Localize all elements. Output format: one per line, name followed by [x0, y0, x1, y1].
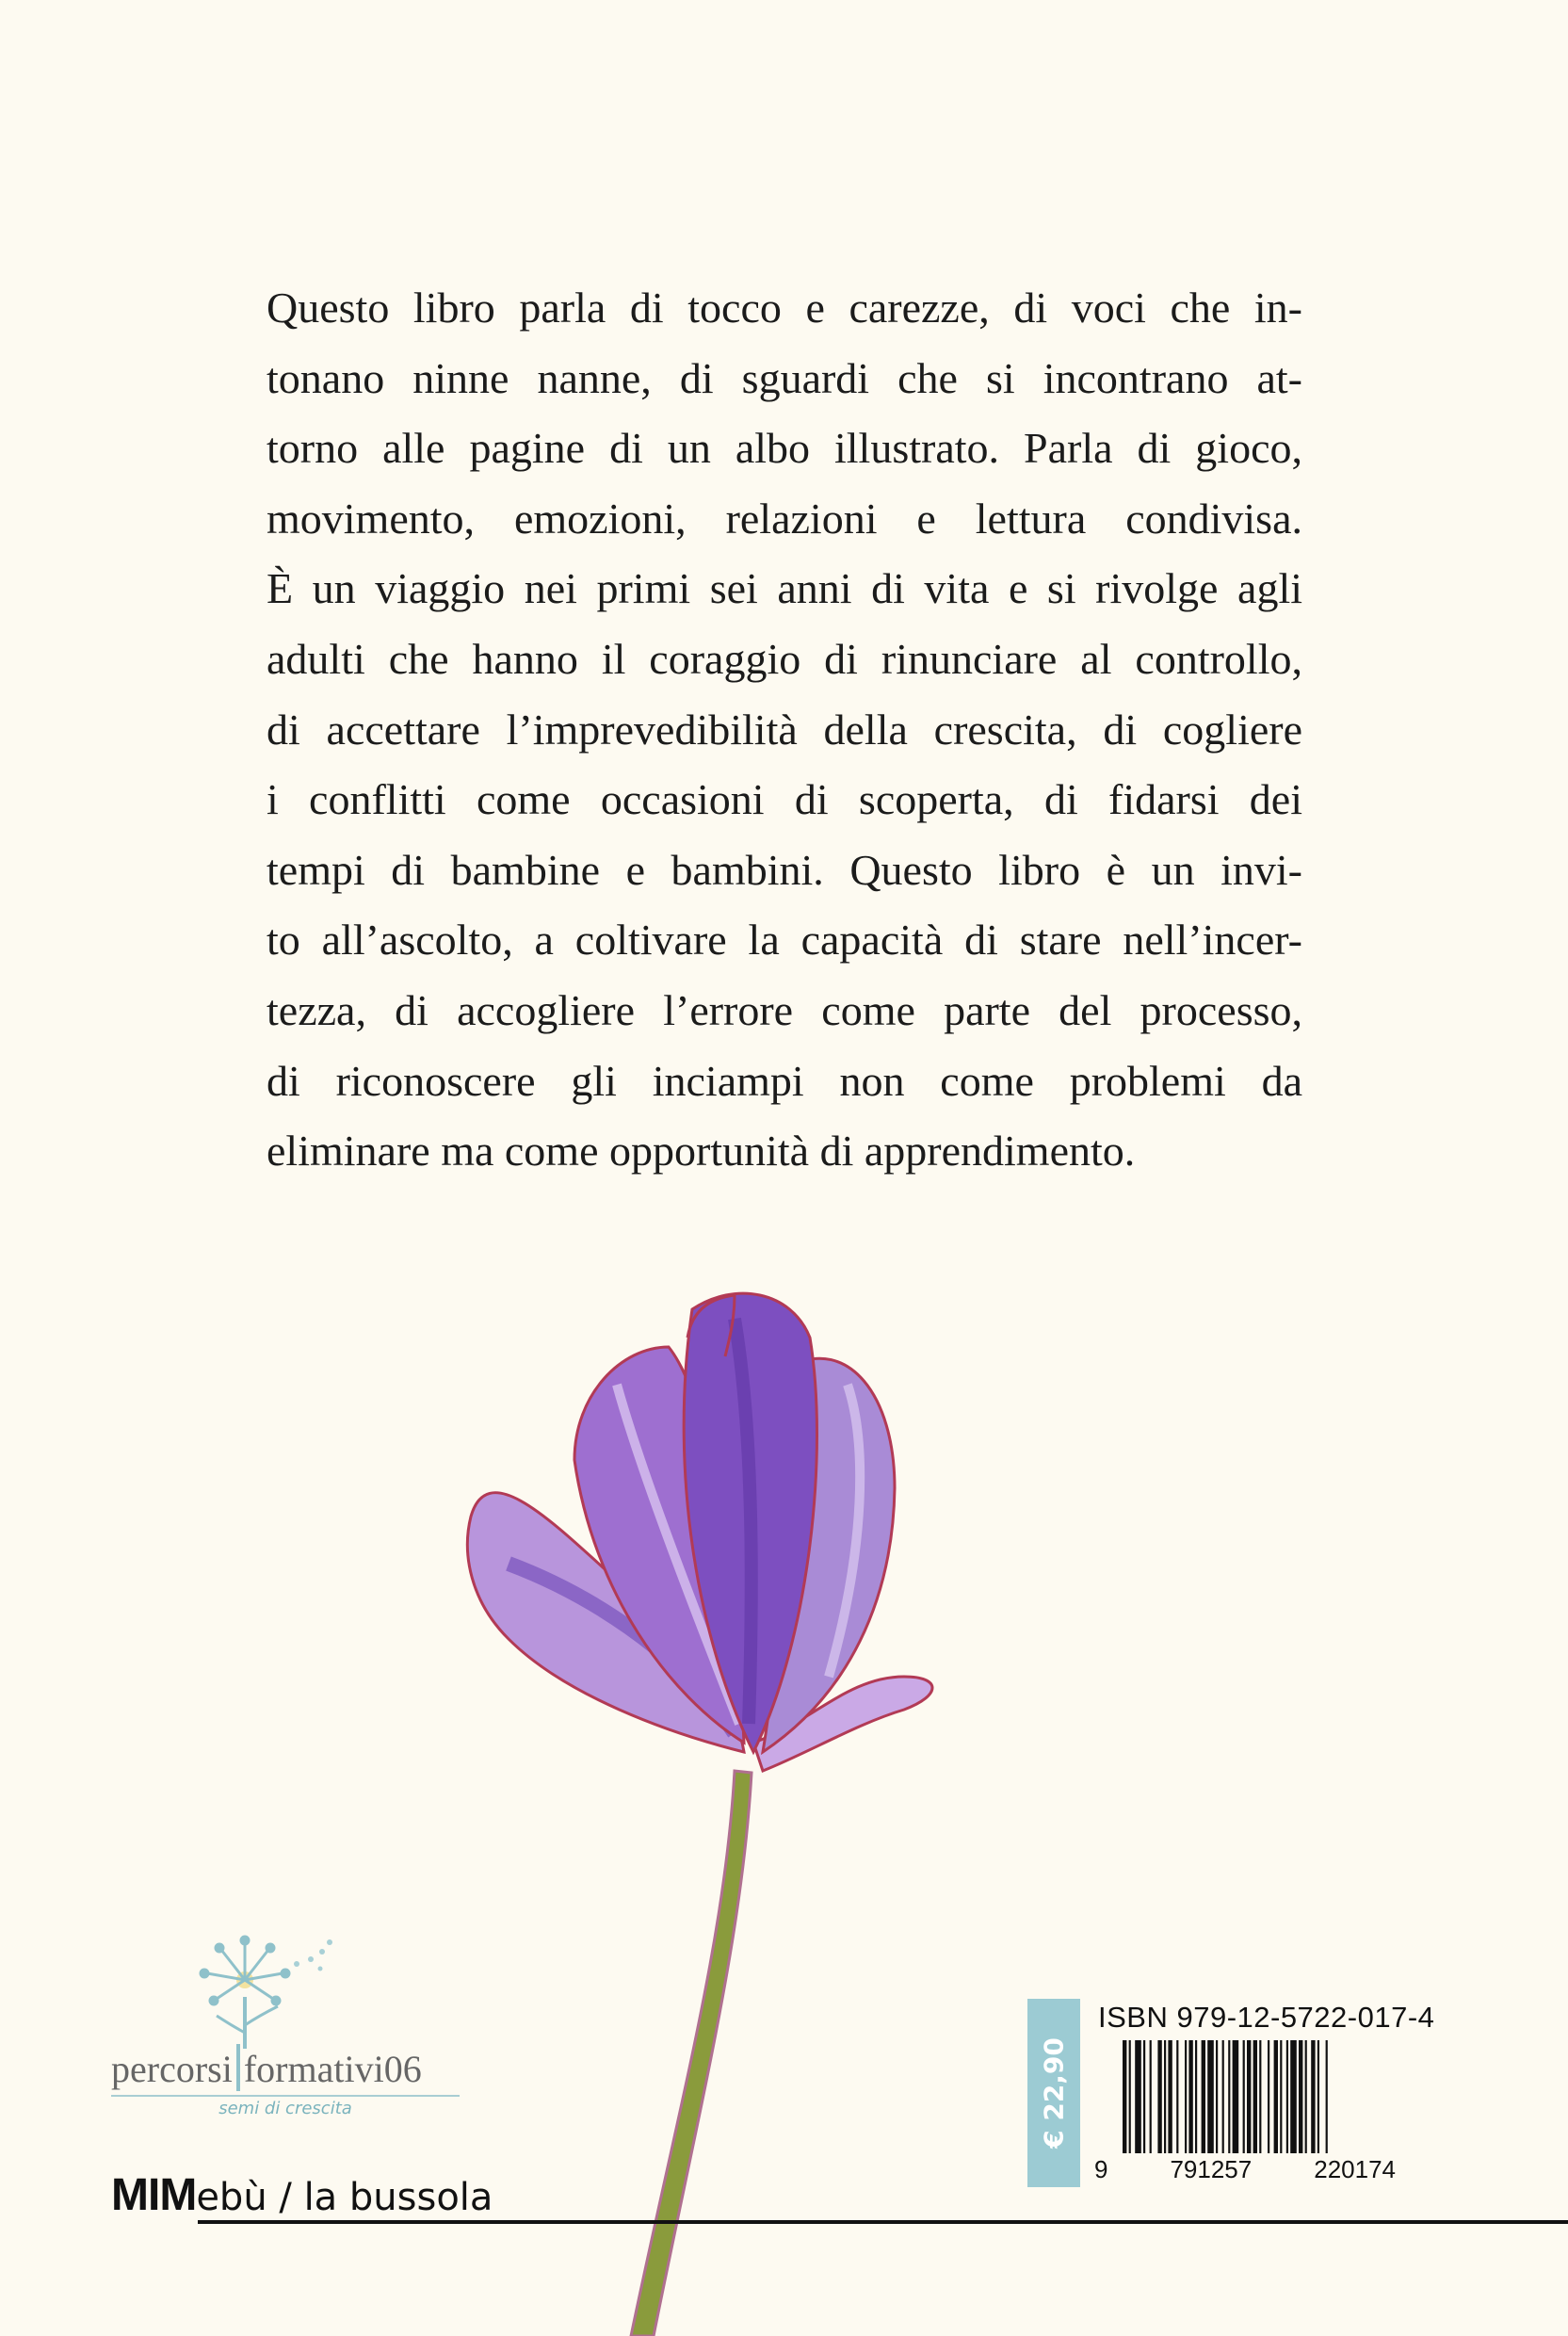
back-cover-blurb — [267, 273, 1302, 1187]
blurb-line: eliminare ma come opportunità di apprendimento. — [267, 1127, 1136, 1176]
barcode-digit-group: 220174 — [1314, 2155, 1396, 2183]
blurb-line: i conflitti come occasioni di scoperta, di fidarsi dei — [267, 775, 1302, 824]
publisher-rule — [198, 2220, 1568, 2224]
blurb-line: di accettare l’imprevedibilità della crescita, di cogliere — [267, 705, 1302, 754]
series-name — [111, 2044, 422, 2091]
blurb-line: È un viaggio nei primi sei anni di vita e si rivolge agli — [267, 564, 1302, 613]
blurb-line: di riconoscere gli inciampi non come problemi da — [267, 1056, 1302, 1105]
series-tagline: semi di crescita — [218, 2099, 352, 2118]
blurb-line: Questo libro parla di tocco e carezze, di voci che in- — [267, 284, 1302, 332]
blurb-line: torno alle pagine di un albo illustrato. Parla di gioco, — [267, 424, 1302, 473]
blurb-line: adulti che hanno il coraggio di rinunciare al controllo, — [267, 634, 1302, 683]
series-name-part2: formativi — [243, 2048, 384, 2090]
barcode-digit-group: 791257 — [1170, 2155, 1253, 2183]
barcode-digits — [1094, 2155, 1396, 2184]
series-divider — [111, 2095, 460, 2097]
magnolia-illustration — [452, 1281, 1017, 2336]
series-number: 06 — [383, 2048, 422, 2090]
blurb-line: tonano ninne nanne, di sguardi che si incontrano at- — [267, 353, 1302, 402]
isbn-label: ISBN 979-12-5722-017-4 — [1098, 2001, 1435, 2034]
blurb-line: to all’ascolto, a coltivare la capacità di stare nell’incer- — [267, 916, 1302, 965]
series-logo-dandelion-icon — [104, 1922, 471, 2129]
blurb-line: tempi di bambine e bambini. Questo libro è un invi- — [267, 845, 1302, 894]
blurb-line: tezza, di accogliere l’errore come parte del processo, — [267, 985, 1302, 1034]
publisher-series: ebù / la bussola — [196, 2176, 493, 2219]
series-name-part1: percorsi — [111, 2048, 233, 2090]
publisher-imprint — [111, 2169, 493, 2221]
barcode-icon — [1121, 2040, 1394, 2153]
publisher-brand: MIM — [111, 2170, 197, 2220]
price-label: € 22,90 — [1038, 2037, 1070, 2149]
barcode-digit-group: 9 — [1094, 2155, 1108, 2183]
blurb-line: movimento, emozioni, relazioni e lettura condivisa. — [267, 494, 1302, 543]
